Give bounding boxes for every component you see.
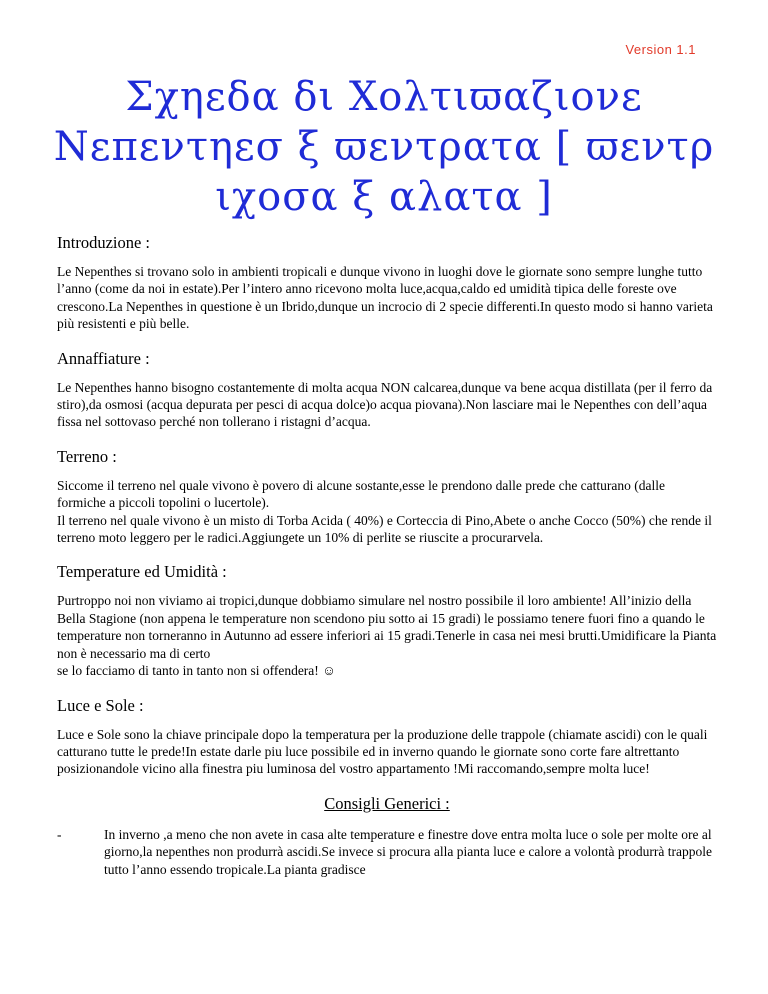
section-terreno [57, 447, 717, 547]
section-annaffiature [57, 349, 717, 431]
list-item [57, 826, 717, 878]
section-heading: Temperature ed Umidità : [57, 562, 227, 582]
paragraph: Il terreno nel quale vivono è un misto di Torba Acida ( 40%) e Corteccia di Pino,Abete o anche Cocco (50%) che rende il terreno moto leggero per le radici.Aggiungete un 10% di perlite se riuscite a procurarvela. [57, 512, 712, 546]
section-heading: Terreno : [57, 446, 117, 466]
paragraph: Siccome il terreno nel quale vivono è povero di alcune sostante,esse le prendono dalle prede che catturano (dalle formiche a piccoli topolini o lucertole). [57, 477, 666, 511]
section-text [57, 592, 717, 679]
section-text [57, 477, 717, 547]
section-heading: Consigli Generici : [324, 793, 450, 813]
bullet-marker: - [57, 826, 62, 842]
version-label: Version 1.1 [625, 42, 696, 57]
section-luce [57, 696, 717, 778]
paragraph: Luce e Sole sono la chiave principale dopo la temperatura per la produzione delle trappole (chiamate ascidi) con le quali catturano tutte le prede!In estate darle piu luce possibile ed in inverno quando le giornate sono corte fare altrettanto posizionandole vicino alla finestra piu luminosa del vostro appartamento !Mi raccomando,sempre molta luce! [57, 726, 708, 777]
section-introduzione [57, 233, 717, 333]
section-heading: Annaffiature : [57, 348, 150, 368]
paragraph: se lo facciamo di tanto in tanto non si offendera! ☺ [57, 663, 336, 679]
section-text [57, 263, 717, 333]
section-heading: Introduzione : [57, 233, 151, 252]
section-heading: Luce e Sole : [57, 695, 144, 715]
paragraph: Le Nepenthes hanno bisogno costantemente di molta acqua NON calcarea,dunque va bene acqua distillata (per il ferro da stiro),da osmosi (acqua depurata per pesci di acqua dolce)o acqua piovana).Non lasciare mai le Nepenthes con dell’aqua fissa nel sottovaso perché non tollerano i ristagni d’acqua. [57, 379, 713, 430]
section-temperature [57, 562, 717, 679]
paragraph: Purtroppo noi non viviamo ai tropici,dunque dobbiamo simulare nel nostro possibile il loro ambiente! All’inizio della Bella Stagione (non appena le temperature non scendono piu sotto ai 15 gradi) le possiamo tenere fuori fino a quando le temperature non torneranno in Autunno ad essere inferiori ai 15 gradi.Tenerle in casa nei mesi brutti.Umidificare la Pianta non è necessario ma di certo [57, 593, 717, 661]
bullet-text: In inverno ,a meno che non avete in casa alte temperature e finestre dove entra molta luce o sole per molte ore al giorno,la nepenthes non produrrà ascidi.Se invece si procura alla pianta luce e calore a volontà produrrà trappole tutto l’anno essendo tropicale.La pianta gradisce [104, 826, 713, 877]
section-consigli [57, 794, 717, 878]
section-text [57, 379, 717, 431]
section-text [57, 726, 717, 778]
paragraph: Le Nepenthes si trovano solo in ambienti tropicali e dunque vivono in luoghi dove le giornate sono sempre lunghe tutto l’anno (come da noi in estate).Per l’intero anno ricevono molta luce,acqua,caldo ed umidità tipica delle foreste ove crescono.La Nepenthes in questione è un Ibrido,dunque un incrocio di 2 specie differenti.In questo modo si hanno varieta più resistenti e più belle. [57, 264, 713, 332]
document-body [57, 233, 717, 878]
page-title: Σχηεδα δι Χολτιϖαζιονε Νεπεντηεσ ξ ϖεντρατα [ ϖεντρ ιχοσα ξ αλατα ] [53, 74, 715, 220]
